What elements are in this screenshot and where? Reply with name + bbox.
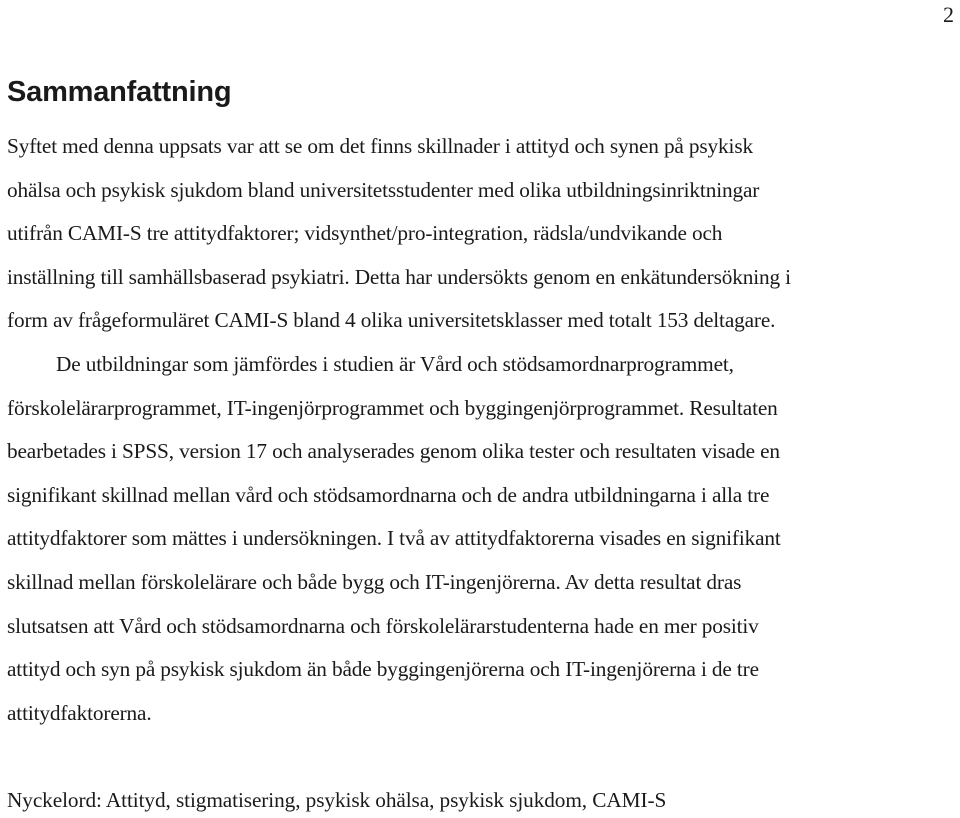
paragraph-results (7, 343, 952, 735)
text-line: förskolelärarprogrammet, IT-ingenjörprogrammet och byggingenjörprogrammet. Resultaten (7, 395, 778, 420)
text-line: ohälsa och psykisk sjukdom bland universitetsstudenter med olika utbildningsinriktningar (7, 177, 760, 202)
text-line: Syftet med denna uppsats var att se om det finns skillnader i attityd och synen på psykisk (7, 134, 753, 158)
text-line: utifrån CAMI-S tre attitydfaktorer; vidsynthet/pro-integration, rädsla/undvikande och (7, 221, 723, 246)
section-title: Sammanfattning (7, 76, 232, 108)
text-line: signifikant skillnad mellan vård och stödsamordnarna och de andra utbildningarna i alla tre (7, 482, 770, 507)
text-line: skillnad mellan förskolelärare och både bygg och IT-ingenjörerna. Av detta resultat dras (7, 569, 742, 594)
text-line: form av frågeformuläret CAMI-S bland 4 olika universitetsklasser med totalt 153 deltagare. (7, 308, 776, 333)
text-line: De utbildningar som jämfördes i studien är Vård och stödsamordnarprogrammet, (56, 351, 734, 376)
page-number: 2 (943, 2, 954, 27)
text-line: attitydfaktorer som mättes i undersökningen. I två av attitydfaktorerna visades en signifikant (7, 526, 781, 551)
paragraph-purpose (7, 125, 952, 343)
abstract-body (7, 125, 952, 735)
text-line: inställning till samhällsbaserad psykiatri. Detta har undersökts genom en enkätundersökning i (7, 264, 791, 289)
keywords-line: Nyckelord: Attityd, stigmatisering, psykisk ohälsa, psykisk sjukdom, CAMI-S (7, 788, 667, 812)
text-line: bearbetades i SPSS, version 17 och analyserades genom olika tester och resultaten visade en (7, 439, 780, 464)
text-line: attityd och syn på psykisk sjukdom än både byggingenjörerna och IT-ingenjörerna i de tre (7, 657, 759, 682)
text-line: slutsatsen att Vård och stödsamordnarna och förskolelärarstudenterna hade en mer positiv (7, 613, 759, 638)
text-line: attitydfaktorerna. (7, 700, 152, 725)
